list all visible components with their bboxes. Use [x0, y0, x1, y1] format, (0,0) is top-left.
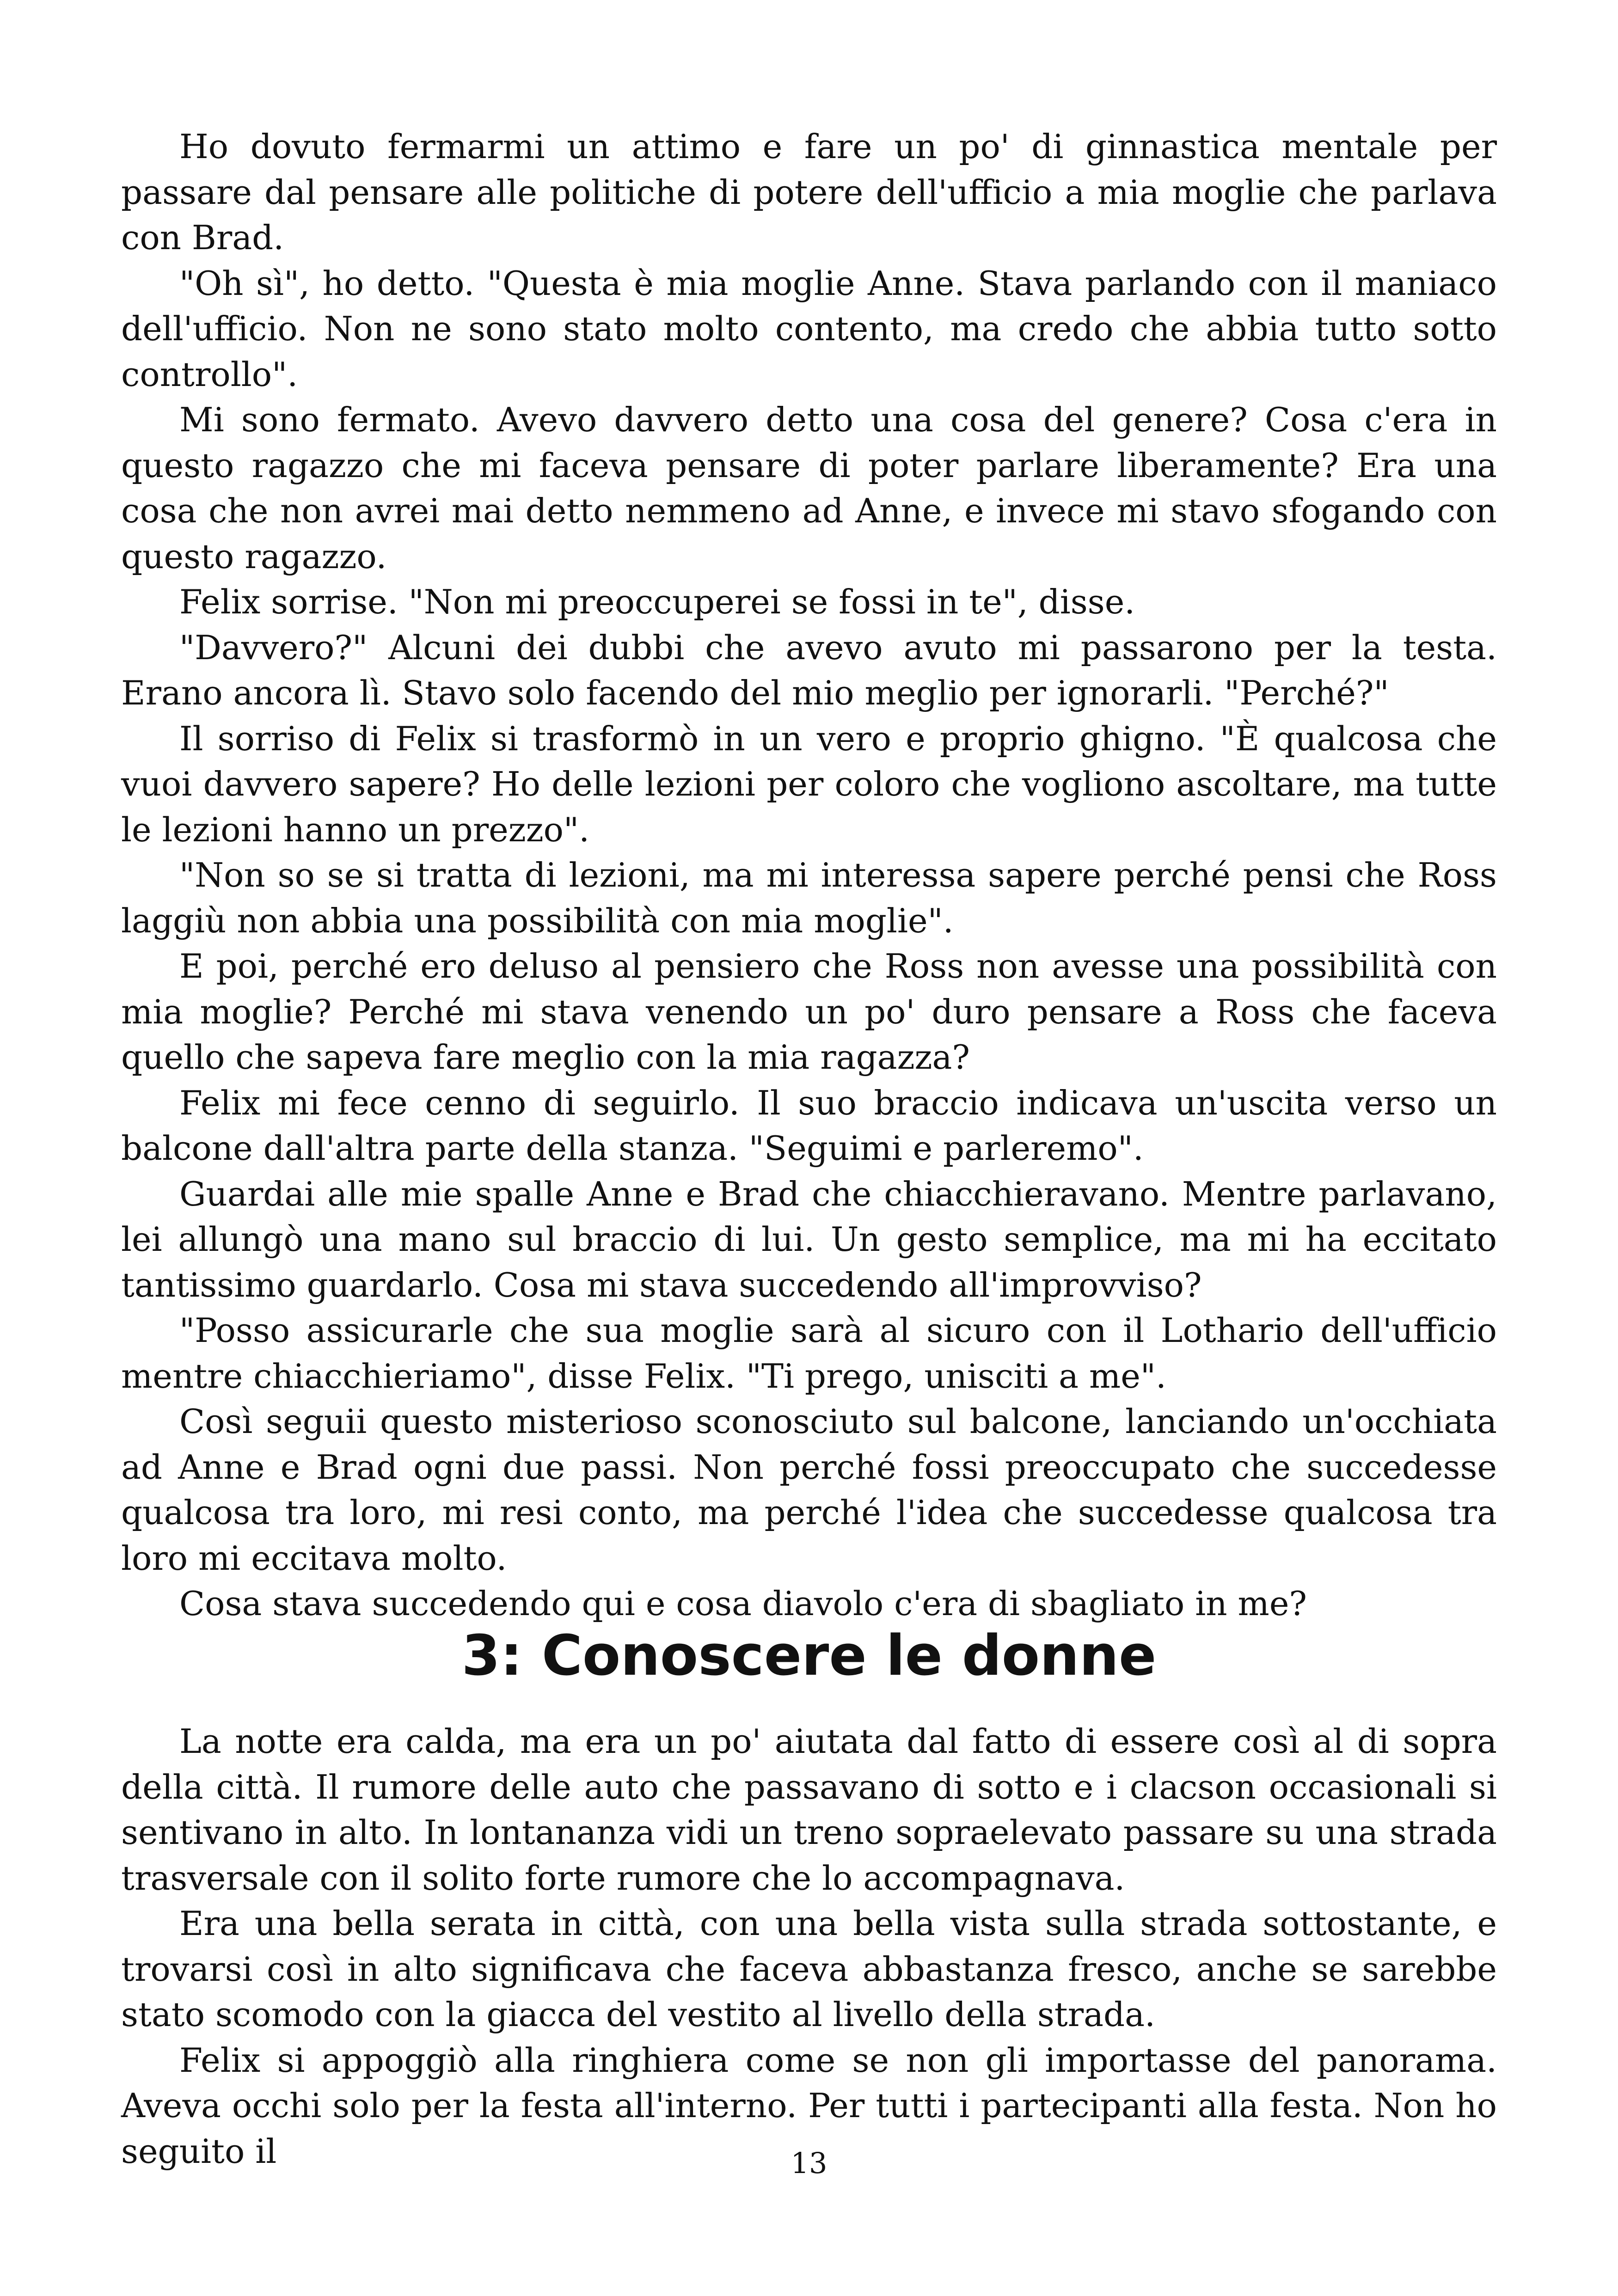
paragraph: "Non so se si tratta di lezioni, ma mi interessa sapere perché pensi che Ross laggiù non abbia una possibilità con mia moglie". [121, 856, 1497, 940]
paragraph: Felix sorrise. "Non mi preoccuperei se fossi in te", disse. [179, 582, 1135, 621]
paragraph: Felix mi fece cenno di seguirlo. Il suo braccio indicava un'uscita verso un balcone dall'altra parte della stanza. "Seguimi e parleremo". [121, 1083, 1497, 1168]
paragraph: "Oh sì", ho detto. "Questa è mia moglie Anne. Stava parlando con il maniaco dell'ufficio. Non ne sono stato molto contento, ma credo che abbia tutto sotto controllo". [121, 263, 1497, 394]
paragraph: Guardai alle mie spalle Anne e Brad che chiacchieravano. Mentre parlavano, lei allungò una mano sul braccio di lui. Un gesto semplice, ma mi ha eccitato tantissimo guardarlo. Cosa mi stava succedendo all'improvviso? [121, 1174, 1497, 1304]
page-number: 13 [791, 2146, 827, 2180]
paragraph: Mi sono fermato. Avevo davvero detto una cosa del genere? Cosa c'era in questo ragazzo che mi faceva pensare di poter parlare liberamente? Era una cosa che non avrei mai detto nemmeno ad Anne, e invece mi stavo sfogando con questo ragazzo. [121, 400, 1497, 576]
paragraph: Il sorriso di Felix si trasformò in un vero e proprio ghigno. "È qualcosa che vuoi davvero sapere? Ho delle lezioni per coloro che vogliono ascoltare, ma tutte le lezioni hanno un prezzo". [121, 719, 1497, 849]
paragraph: E poi, perché ero deluso al pensiero che Ross non avesse una possibilità con mia moglie? Perché mi stava venendo un po' duro pensare a Ross che faceva quello che sapeva fare meglio con la mia ragazza? [121, 947, 1497, 1077]
body-text-top [121, 124, 1497, 1627]
paragraph: Così seguii questo misterioso sconosciuto sul balcone, lanciando un'occhiata ad Anne e Brad ogni due passi. Non perché fossi preoccupato che succedesse qualcosa tra loro, mi resi conto, ma perché l'idea che succedesse qualcosa tra loro mi eccitava molto. [121, 1402, 1497, 1578]
paragraph: Felix si appoggiò alla ringhiera come se non gli importasse del panorama. Aveva occhi solo per la festa all'interno. Per tutti i partecipanti alla festa. Non ho seguito il [121, 2040, 1497, 2171]
chapter-title: 3: Conoscere le donne [461, 1624, 1157, 1688]
paragraph: Ho dovuto fermarmi un attimo e fare un po' di ginnastica mentale per passare dal pensare alle politiche di potere dell'ufficio a mia moglie che parlava con Brad. [121, 127, 1497, 257]
paragraph: "Davvero?" Alcuni dei dubbi che avevo avuto mi passarono per la testa. Erano ancora lì. Stavo solo facendo del mio meglio per ignorarli. "Perché?" [121, 628, 1497, 712]
body-text-chapter [121, 1719, 1497, 2174]
paragraph: "Posso assicurarle che sua moglie sarà al sicuro con il Lothario dell'ufficio mentre chiacchieriamo", disse Felix. "Ti prego, unisciti a me". [121, 1311, 1497, 1396]
paragraph: La notte era calda, ma era un po' aiutata dal fatto di essere così al di sopra della città. Il rumore delle auto che passavano di sotto e i clacson occasionali si sentivano in alto. In lontananza vidi un treno sopraelevato passare su una strada trasversale con il solito forte rumore che lo accompagnava. [121, 1722, 1497, 1898]
paragraph: Era una bella serata in città, con una bella vista sulla strada sottostante, e trovarsi così in alto significava che faceva abbastanza fresco, anche se sarebbe stato scomodo con la giacca del vestito al livello della strada. [121, 1904, 1497, 2034]
paragraph: Cosa stava succedendo qui e cosa diavolo c'era di sbagliato in me? [179, 1584, 1307, 1623]
